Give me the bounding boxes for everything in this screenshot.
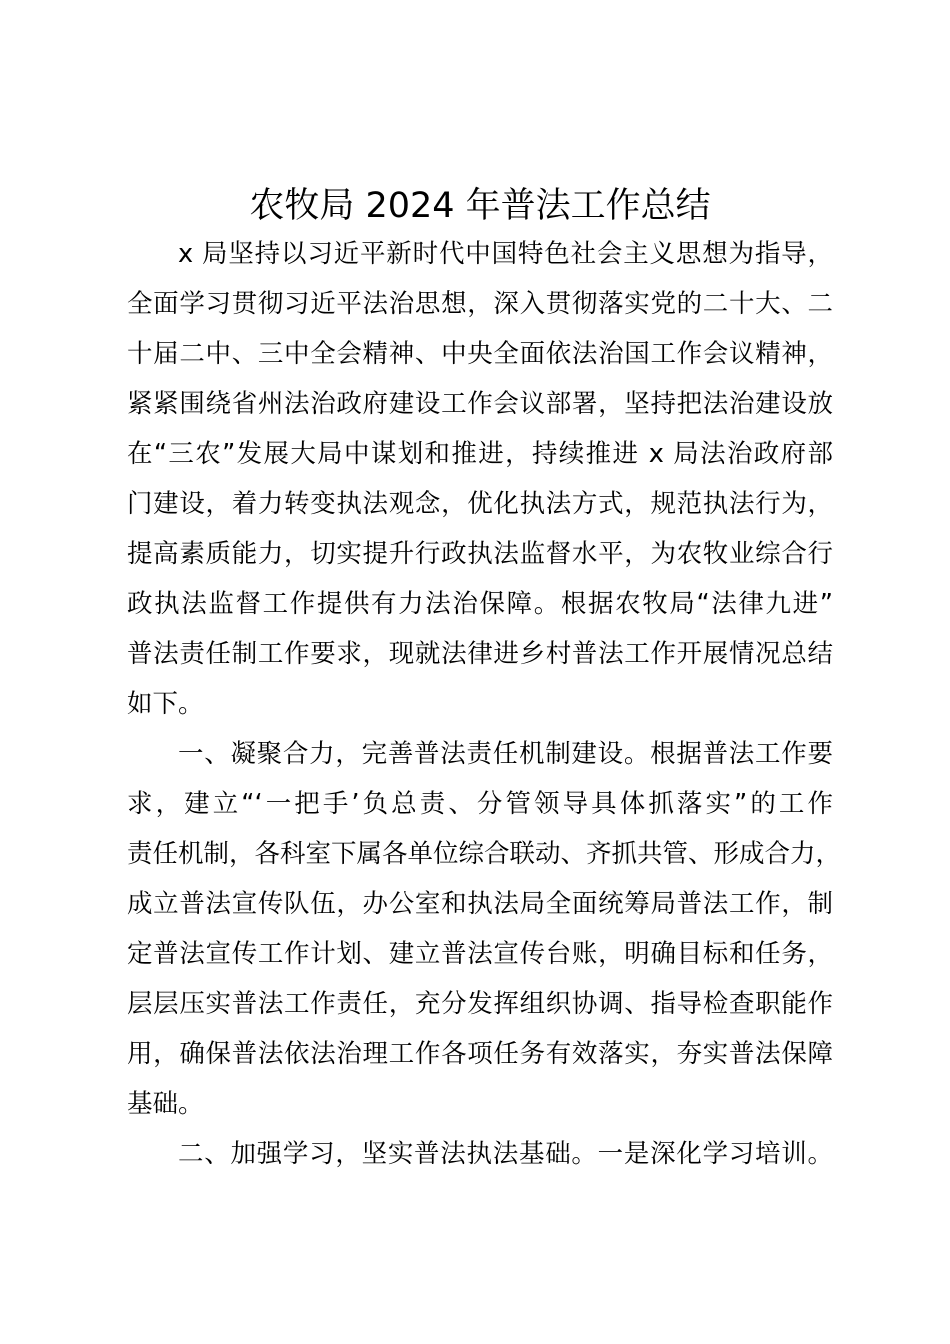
text-line: 在“三农”发展大局中谋划和推进，持续推进 x 局法治政府部: [127, 439, 833, 469]
text-line: 求，建立“‘一把手’负总责、分管领导具体抓落实”的工作: [127, 789, 833, 819]
text-line: 一、凝聚合力，完善普法责任机制建设。根据普法工作要: [178, 739, 833, 769]
document-body: [127, 229, 842, 1179]
text-line: 定普法宣传工作计划、建立普法宣传台账，明确目标和任务，: [127, 939, 833, 969]
paragraph-section-one: [127, 729, 842, 1129]
text-line: 全面学习贯彻习近平法治思想，深入贯彻落实党的二十大、二: [127, 289, 833, 319]
text-line: 成立普法宣传队伍，办公室和执法局全面统筹局普法工作，制: [127, 889, 833, 919]
text-line: 十届二中、三中全会精神、中央全面依法治国工作会议精神，: [127, 339, 833, 369]
text-line: 普法责任制工作要求，现就法律进乡村普法工作开展情况总结: [127, 639, 833, 669]
text-line: 提高素质能力，切实提升行政执法监督水平，为农牧业综合行: [127, 539, 833, 569]
text-line: 二、加强学习，坚实普法执法基础。一是深化学习培训。: [178, 1139, 833, 1169]
text-line: 紧紧围绕省州法治政府建设工作会议部署，坚持把法治建设放: [127, 389, 833, 419]
text-line: 用，确保普法依法治理工作各项任务有效落实，夯实普法保障: [127, 1039, 833, 1069]
text-line: 如下。: [127, 689, 204, 719]
document-title: 农牧局 2024 年普法工作总结: [249, 186, 711, 226]
paragraph-section-two: [127, 1129, 833, 1179]
text-line: 基础。: [127, 1089, 204, 1119]
text-line: x 局坚持以习近平新时代中国特色社会主义思想为指导，: [178, 239, 833, 269]
text-line: 层层压实普法工作责任，充分发挥组织协调、指导检查职能作: [127, 989, 833, 1019]
text-line: 责任机制，各科室下属各单位综合联动、齐抓共管、形成合力，: [127, 839, 842, 869]
text-line: 政执法监督工作提供有力法治保障。根据农牧局“法律九进”: [127, 589, 833, 619]
text-line: 门建设，着力转变执法观念，优化执法方式，规范执法行为，: [127, 489, 833, 519]
paragraph-intro: [127, 229, 833, 729]
